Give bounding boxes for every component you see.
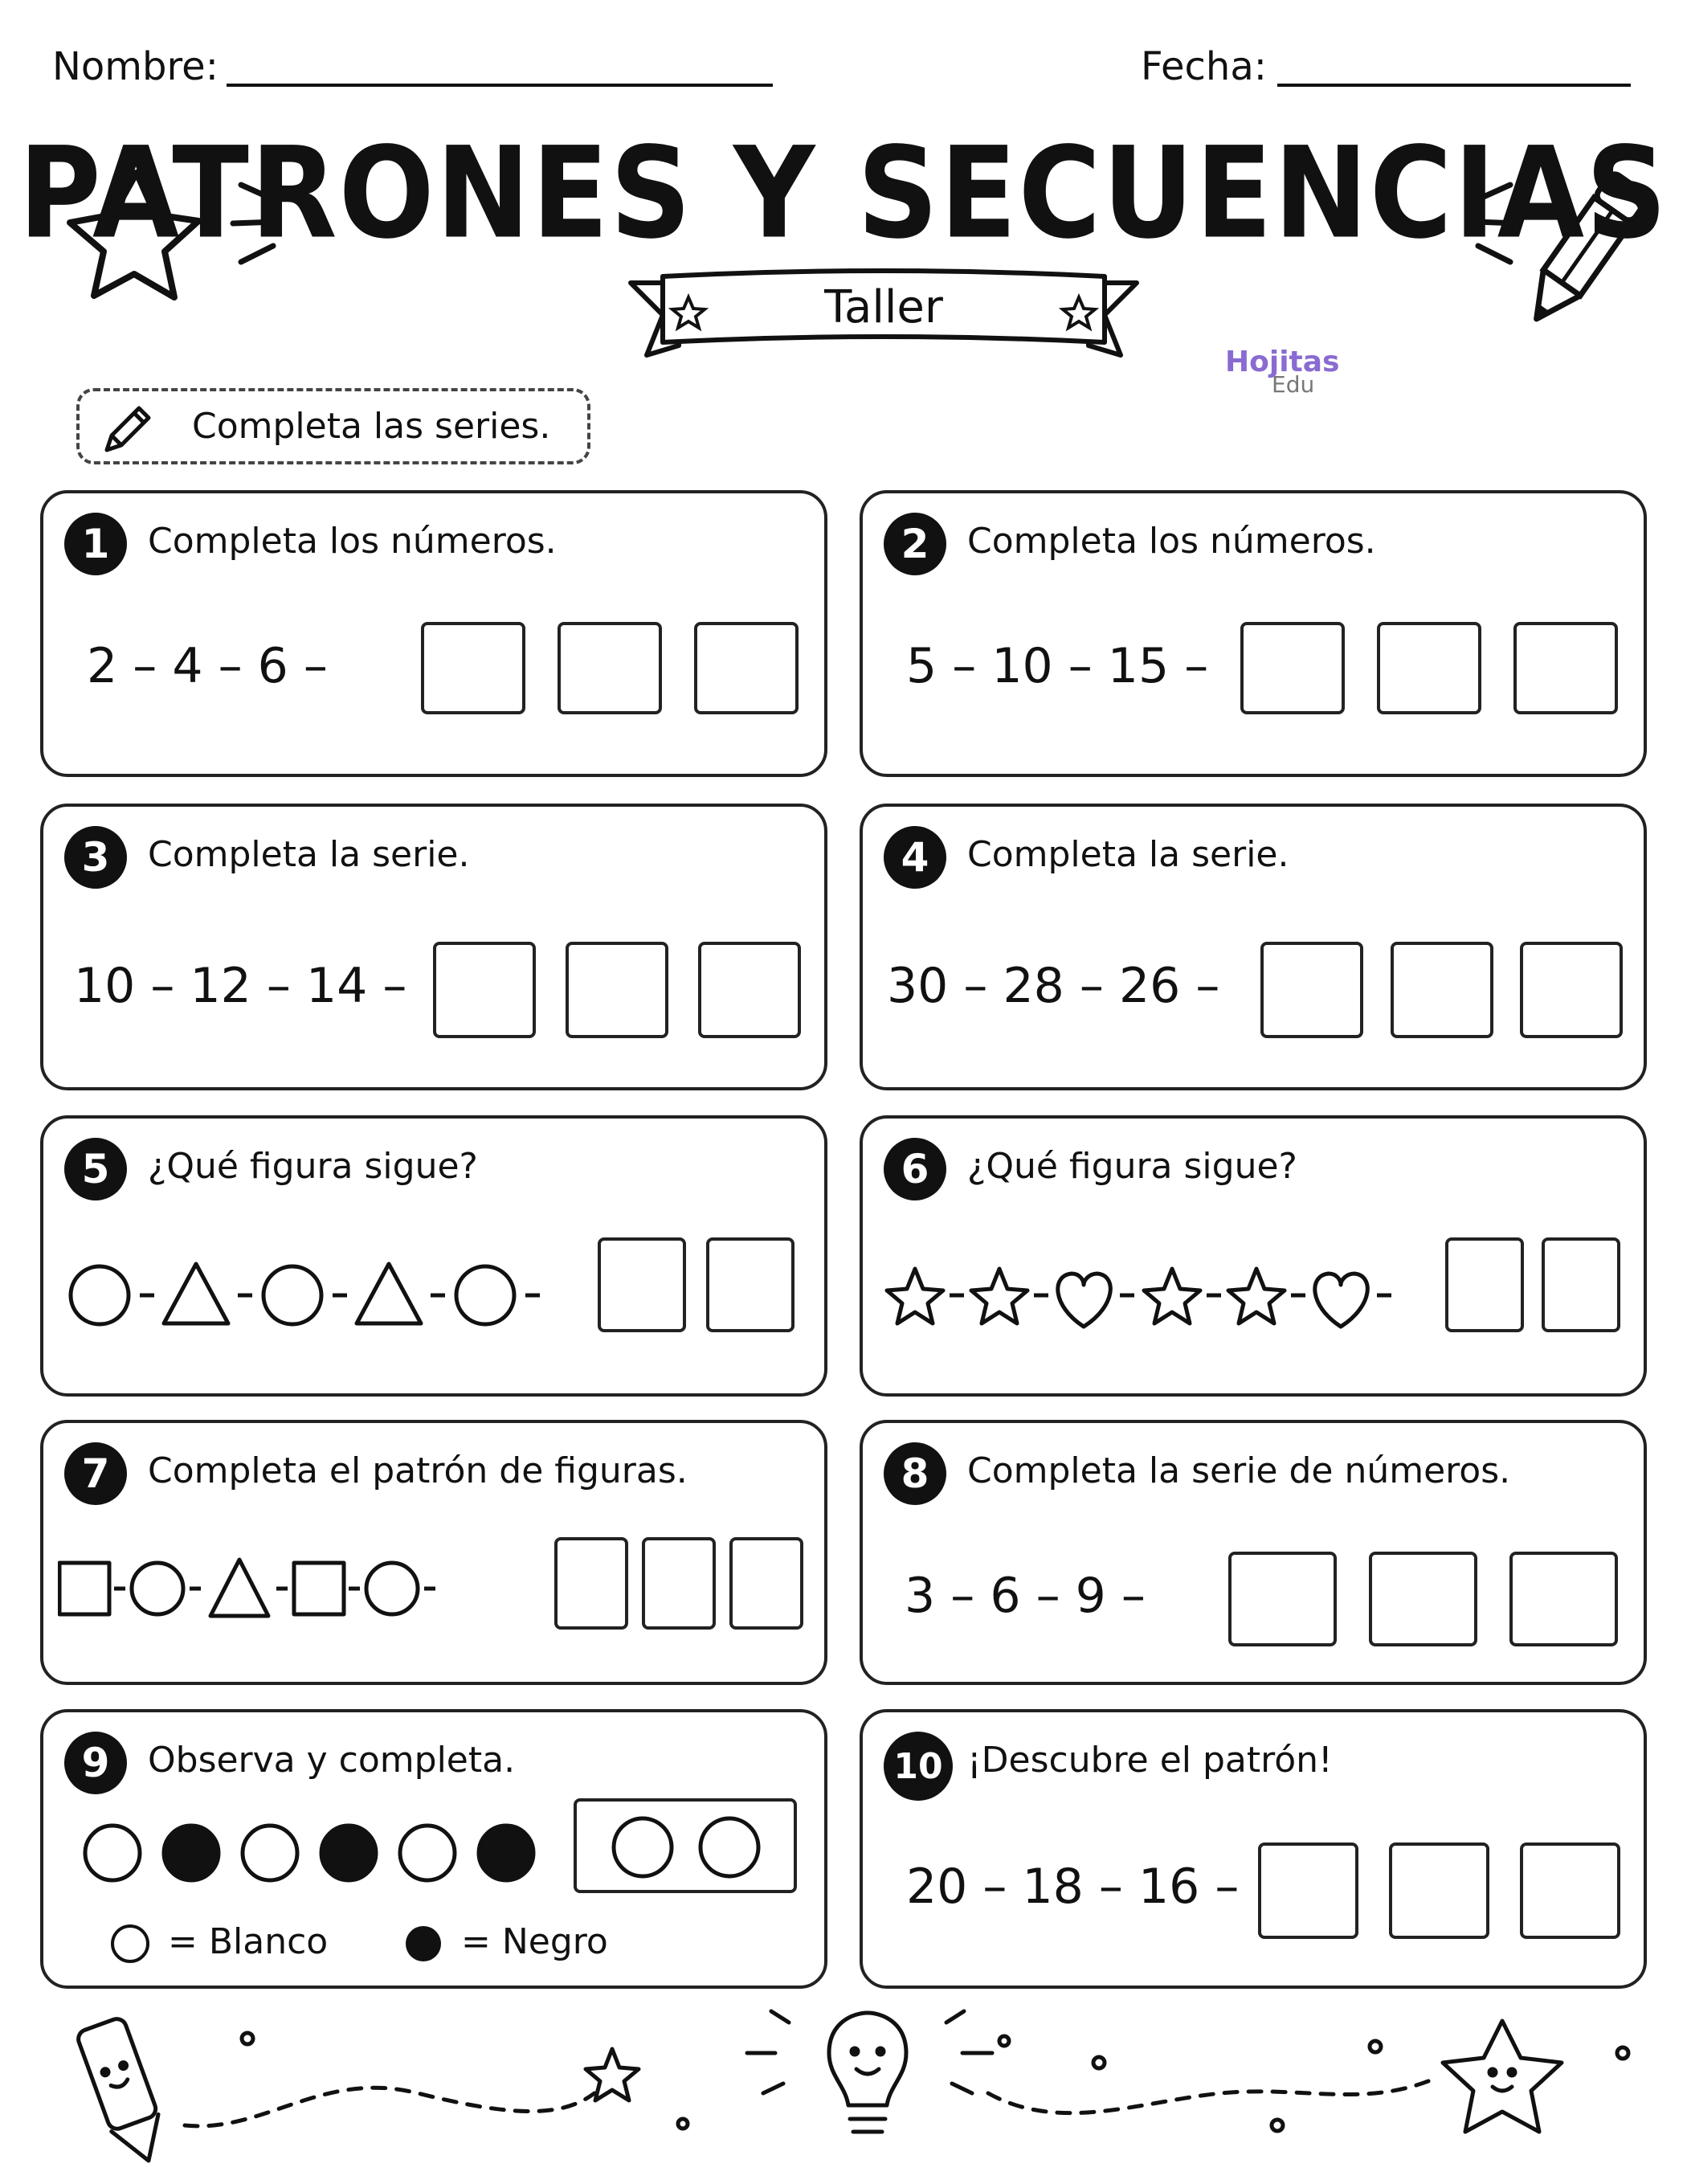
answer-box[interactable] (1389, 1842, 1489, 1939)
black-dot-icon (164, 1826, 219, 1880)
answer-box[interactable] (421, 622, 525, 714)
star-icon (887, 1269, 943, 1323)
circle-icon (71, 1266, 129, 1324)
date-label: Fecha: (1141, 44, 1267, 89)
answer-box[interactable] (574, 1798, 797, 1893)
exercise-card-1 (40, 490, 827, 777)
exercise-card-5 (40, 1115, 827, 1397)
number-sequence: 2 – 4 – 6 – (87, 638, 328, 694)
exercise-card-2 (860, 490, 1647, 777)
legend-black-label: = Negro (461, 1921, 608, 1962)
circle-icon (263, 1266, 321, 1324)
pencil-character-icon (76, 2016, 172, 2169)
exercise-card-10 (860, 1709, 1647, 1989)
instruction-text: Completa las series. (192, 406, 551, 447)
white-dot-icon (243, 1826, 297, 1880)
heart-icon (1058, 1274, 1110, 1327)
answer-box[interactable] (698, 942, 801, 1038)
exercise-card-8 (860, 1420, 1647, 1685)
exercise-prompt: Observa y completa. (148, 1740, 516, 1781)
exercise-number: 7 (64, 1442, 127, 1505)
answer-box[interactable] (1520, 1842, 1620, 1939)
circle-icon (132, 1563, 183, 1614)
answer-box[interactable] (1542, 1237, 1620, 1332)
brand-logo-sub: Edu (1272, 371, 1315, 398)
answer-box[interactable] (1377, 622, 1481, 714)
shape-sequence (879, 1243, 1441, 1348)
exercise-number: 4 (884, 826, 946, 889)
number-sequence: 30 – 28 – 26 – (887, 958, 1220, 1014)
exercise-number: 10 (884, 1732, 953, 1801)
triangle-icon (357, 1264, 421, 1323)
date-field[interactable] (1277, 84, 1631, 87)
exercise-prompt: Completa los números. (148, 521, 557, 562)
white-dot-icon (108, 1921, 153, 1966)
exercise-prompt: ¿Qué figura sigue? (967, 1146, 1297, 1187)
number-sequence: 10 – 12 – 14 – (74, 958, 407, 1014)
brand-logo: Hojitas (1225, 346, 1340, 378)
exercise-number: 9 (64, 1732, 127, 1794)
exercise-prompt: Completa la serie de números. (967, 1450, 1511, 1491)
exercise-number: 3 (64, 826, 127, 889)
exercise-card-4 (860, 804, 1647, 1090)
answer-box[interactable] (433, 942, 536, 1038)
answer-box[interactable] (1369, 1552, 1477, 1646)
white-dot-icon (85, 1826, 140, 1880)
black-dot-icon (401, 1921, 446, 1966)
circle-icon (614, 1818, 672, 1876)
name-field[interactable] (227, 84, 773, 87)
instruction-box (76, 388, 590, 464)
square-icon (294, 1563, 344, 1614)
star-icon (1144, 1269, 1200, 1323)
answer-box[interactable] (566, 942, 668, 1038)
exercise-card-3 (40, 804, 827, 1090)
black-dot-icon (479, 1826, 533, 1880)
circle-icon (366, 1563, 418, 1614)
circle-icon (701, 1818, 758, 1876)
answer-box[interactable] (598, 1237, 686, 1332)
star-icon (1228, 1269, 1285, 1323)
exercise-card-7 (40, 1420, 827, 1685)
answer-box[interactable] (1520, 942, 1623, 1038)
triangle-icon (210, 1560, 268, 1616)
shape-sequence (58, 1542, 580, 1638)
exercise-number: 5 (64, 1138, 127, 1200)
legend-white-label: = Blanco (168, 1921, 329, 1962)
dot-sequence (76, 1813, 590, 1893)
answer-box[interactable] (554, 1537, 628, 1630)
exercise-number: 1 (64, 513, 127, 575)
exercise-number: 8 (884, 1442, 946, 1505)
star-character-icon (1443, 2021, 1562, 2132)
answer-circles (601, 1811, 778, 1883)
black-dot-icon (321, 1826, 376, 1880)
exercise-prompt: Completa el patrón de figuras. (148, 1450, 688, 1491)
number-sequence: 3 – 6 – 9 – (905, 1568, 1146, 1624)
number-sequence: 20 – 18 – 16 – (906, 1859, 1240, 1915)
exercise-prompt: Completa los números. (967, 521, 1376, 562)
exercise-number: 6 (884, 1138, 946, 1200)
answer-box[interactable] (1260, 942, 1363, 1038)
shape-sequence (59, 1243, 622, 1348)
answer-box[interactable] (1228, 1552, 1337, 1646)
exercise-card-9 (40, 1709, 827, 1989)
answer-box[interactable] (1513, 622, 1618, 714)
answer-box[interactable] (1240, 622, 1345, 714)
name-label: Nombre: (52, 44, 219, 89)
footer-decoration (0, 2005, 1687, 2184)
answer-box[interactable] (706, 1237, 794, 1332)
exercise-number: 2 (884, 513, 946, 575)
heart-icon (1315, 1274, 1367, 1327)
answer-box[interactable] (1391, 942, 1493, 1038)
exercise-prompt: ¿Qué figura sigue? (148, 1146, 478, 1187)
answer-box[interactable] (1258, 1842, 1358, 1939)
page-title: PATRONES Y SECUENCIAS (18, 121, 1669, 268)
answer-box[interactable] (694, 622, 799, 714)
exercise-prompt: Completa la serie. (148, 834, 470, 875)
lightbulb-icon (747, 2011, 992, 2132)
answer-box[interactable] (1509, 1552, 1618, 1646)
circle-icon (456, 1266, 514, 1324)
exercise-prompt: ¡Descubre el patrón! (967, 1740, 1333, 1781)
star-icon (971, 1269, 1027, 1323)
number-sequence: 5 – 10 – 15 – (906, 638, 1209, 694)
square-icon (59, 1563, 109, 1614)
pencil-icon (97, 399, 157, 460)
triangle-icon (164, 1264, 228, 1323)
exercise-prompt: Completa la serie. (967, 834, 1289, 875)
exercise-card-6 (860, 1115, 1647, 1397)
answer-box[interactable] (1445, 1237, 1524, 1332)
answer-box[interactable] (558, 622, 662, 714)
answer-box[interactable] (729, 1537, 803, 1630)
white-dot-icon (400, 1826, 455, 1880)
answer-box[interactable] (642, 1537, 716, 1630)
subtitle: Taller (824, 281, 943, 333)
